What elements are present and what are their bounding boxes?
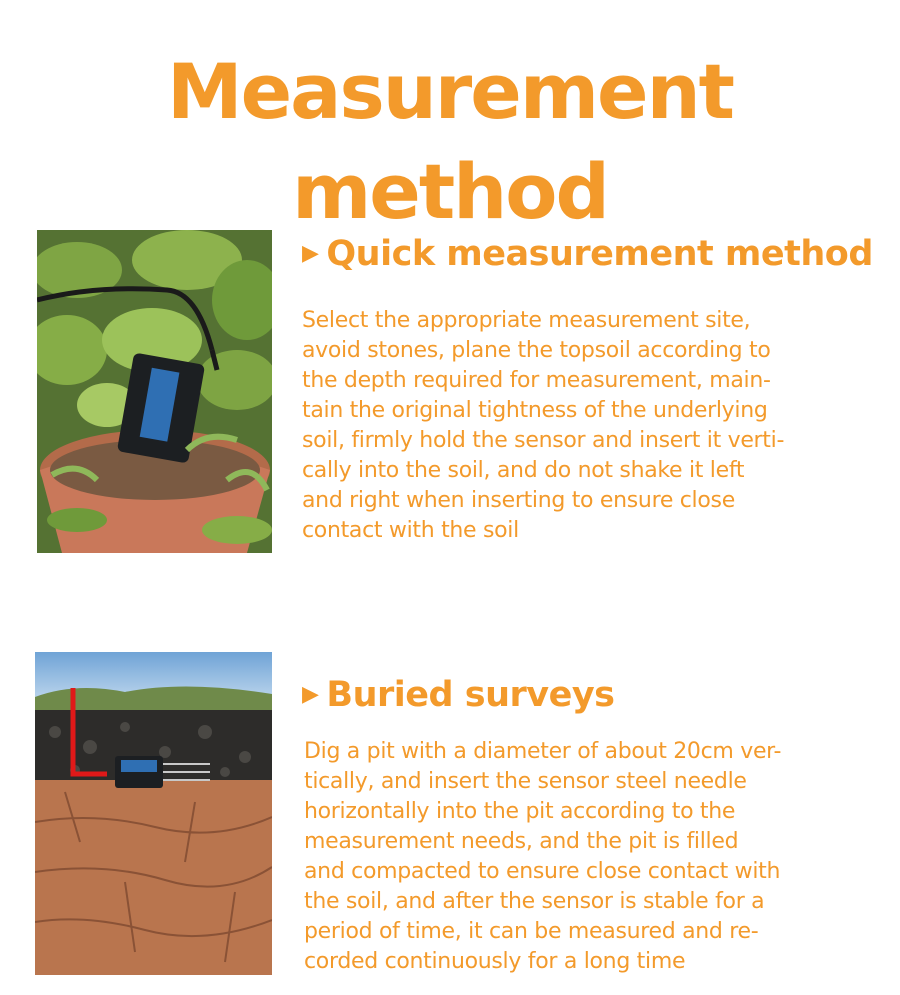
- section-body-buried-surveys: Dig a pit with a diameter of about 20cm ver- tically, and insert the sensor steel needle horizontally into the pit according to the measurement needs, and the pit is filled and compacted to ensure close contact with the soil, and after the sensor is stable for a period of time, it can be measured and re- corded continuously for a long time: [304, 739, 782, 974]
- triangle-right-icon: ▶: [302, 682, 319, 707]
- section-title-text: Buried surveys: [326, 675, 615, 715]
- section-title-quick-measurement: [302, 232, 873, 276]
- potted-plant-sensor-photo: [37, 230, 272, 553]
- soil-profile-illustration: [35, 652, 272, 975]
- soil-profile-sensor-photo: [35, 652, 272, 975]
- potted-plant-illustration: [37, 230, 272, 553]
- section-title-buried-surveys: [302, 673, 614, 717]
- page-title: Measurement method: [167, 47, 733, 236]
- triangle-right-icon: ▶: [302, 241, 319, 266]
- section-title-text: Quick measurement method: [326, 234, 873, 274]
- section-body-quick-measurement: Select the appropriate measurement site, avoid stones, plane the topsoil according to the depth required for measurement, main- tain the original tightness of the underlying soil, firmly hold the sensor and insert it verti- cally into the soil, and do not shake it left and right when inserting to ensure close contact with the soil: [302, 308, 785, 543]
